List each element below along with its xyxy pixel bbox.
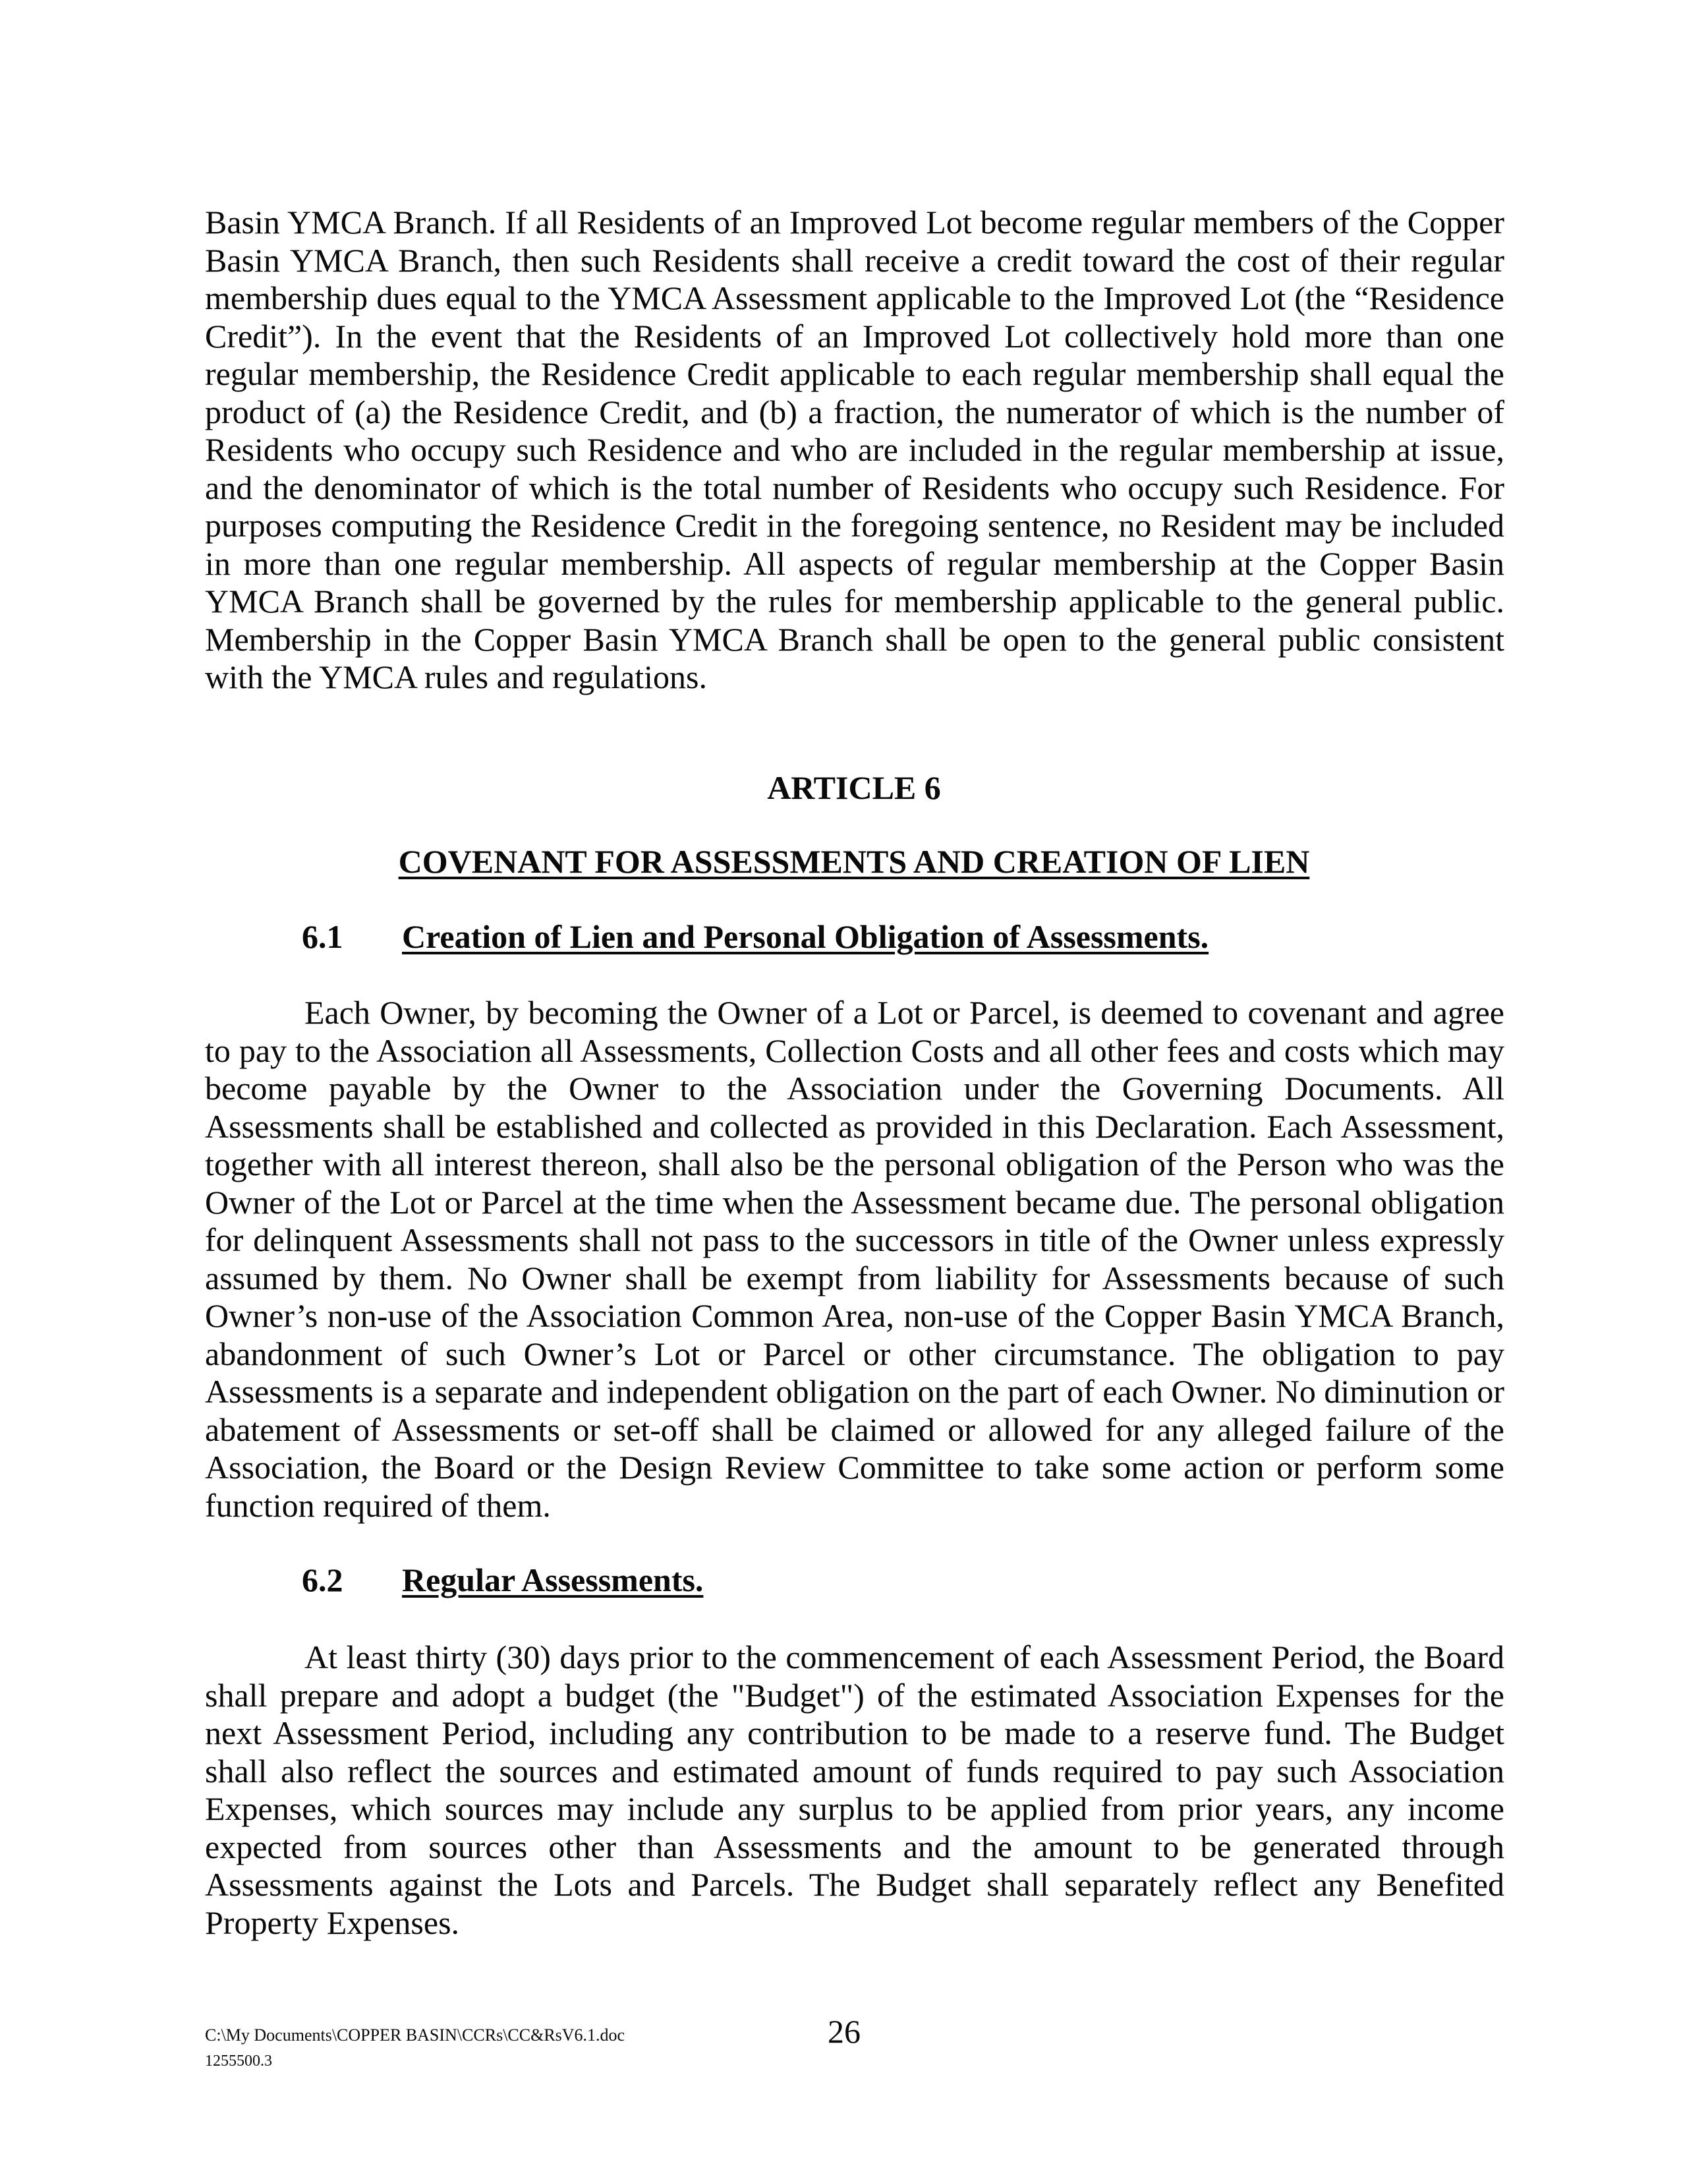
section-number: 6.1 [302, 918, 343, 955]
paragraph-regular-assessments: At least thirty (30) days prior to the commencement of each Assessment Period, the Board shall prepare and adopt a budget (the "Budget") of the estimated Association Expenses for the next Assessment Period, including any contribution to be made to a reserve fund. The Budget shall also reflect the sources and estimated amount of funds required to pay such Association Expenses, which sources may include any surplus to be applied from prior years, any income expected from sources other than Assessments and the amount to be generated through Assessments against the Lots and Parcels. The Budget shall separately reflect any Benefited Property Expenses. [205, 1639, 1504, 1941]
section-heading-6-2 [302, 1561, 703, 1600]
paragraph-creation-of-lien: Each Owner, by becoming the Owner of a Lot or Parcel, is deemed to covenant and agree to pay to the Association all Assessments, Collection Costs and all other fees and costs which may become payable by the Owner to the Association under the Governing Documents. All Assessments shall be established and collected as provided in this Declaration. Each Assessment, together with all interest thereon, shall also be the personal obligation of the Person who was the Owner of the Lot or Parcel at the time when the Assessment became due. The personal obligation for delinquent Assessments shall not pass to the successors in title of the Owner unless expressly assumed by them. No Owner shall be exempt from liability for Assessments because of such Owner’s non-use of the Association Common Area, non-use of the Copper Basin YMCA Branch, abandonment of such Owner’s Lot or Parcel or other circumstance. The obligation to pay Assessments is a separate and independent obligation on the part of each Owner. No diminution or abatement of Assessments or set-off shall be claimed or allowed for any alleged failure of the Association, the Board or the Design Review Committee to take some action or perform some function required of them. [205, 994, 1504, 1524]
article-number: ARTICLE 6 [767, 769, 941, 806]
article-title: COVENANT FOR ASSESSMENTS AND CREATION OF LIEN [398, 843, 1310, 880]
section-title: Creation of Lien and Personal Obligation of Assessments. [402, 918, 1209, 955]
footer-file-path: C:\My Documents\COPPER BASIN\CCRs\CC&RsV6.1.doc [205, 2025, 625, 2045]
footer-document-code: 1255500.3 [205, 2052, 272, 2070]
section-heading-6-1 [302, 918, 1209, 956]
paragraph-residence-credit: Basin YMCA Branch. If all Residents of an Improved Lot become regular members of the Copper Basin YMCA Branch, then such Residents shall receive a credit toward the cost of their regular membership dues equal to the YMCA Assessment applicable to the Improved Lot (the “Residence Credit”). In the event that the Residents of an Improved Lot collectively hold more than one regular membership, the Residence Credit applicable to each regular membership shall equal the product of (a) the Residence Credit, and (b) a fraction, the numerator of which is the number of Residents who occupy such Residence and who are included in the regular membership at issue, and the denominator of which is the total number of Residents who occupy such Residence. For purposes computing the Residence Credit in the foregoing sentence, no Resident may be included in more than one regular membership. All aspects of regular membership at the Copper Basin YMCA Branch shall be governed by the rules for membership applicable to the general public. Membership in the Copper Basin YMCA Branch shall be open to the general public consistent with the YMCA rules and regulations. [205, 204, 1504, 695]
page-number: 26 [828, 2013, 861, 2050]
section-title: Regular Assessments. [402, 1561, 704, 1598]
section-number: 6.2 [302, 1561, 343, 1598]
